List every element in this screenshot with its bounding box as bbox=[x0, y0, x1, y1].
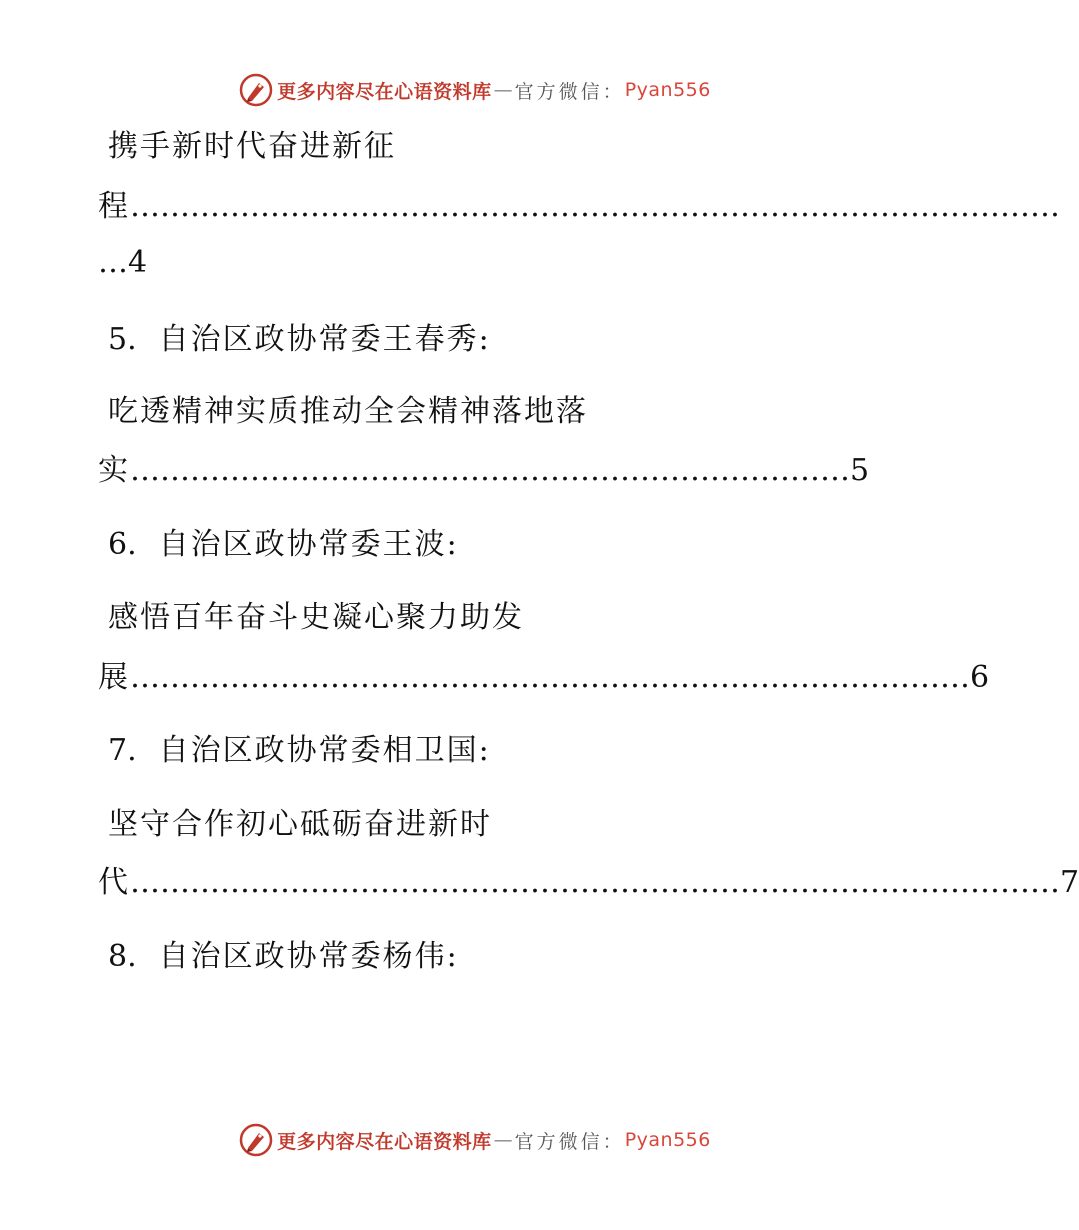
toc-heading-6-text: 自治区政协常委王波: bbox=[158, 527, 459, 562]
watermark-wechat: Pyan556 bbox=[624, 1129, 711, 1151]
toc-heading-8-text: 自治区政协常委杨伟: bbox=[158, 939, 459, 974]
toc-entry-4-page: 4 bbox=[128, 245, 148, 280]
toc-heading-6-num: 6. bbox=[108, 527, 137, 562]
header-watermark bbox=[0, 70, 950, 110]
watermark-prefix: 更多内容尽在心语资料库 bbox=[277, 80, 492, 103]
toc-heading-6 bbox=[108, 525, 459, 565]
toc-heading-8-num: 8. bbox=[108, 939, 137, 974]
toc-entry-7-page: 7 bbox=[1060, 865, 1079, 900]
toc-heading-7 bbox=[108, 731, 491, 771]
watermark-middle: 官方微信： bbox=[514, 1130, 625, 1153]
toc-heading-5 bbox=[108, 320, 491, 360]
toc-entry-6-title: 感悟百年奋斗史凝心聚力助发 bbox=[108, 600, 524, 635]
toc-entry-7-dots: ………………………………………………………………………………… bbox=[130, 865, 1060, 900]
toc-heading-5-num: 5. bbox=[108, 322, 137, 357]
watermark-middle: 官方微信： bbox=[514, 80, 625, 103]
watermark-separator: — bbox=[493, 1129, 513, 1151]
toc-heading-7-text: 自治区政协常委相卫国: bbox=[158, 733, 491, 768]
watermark-separator: — bbox=[493, 79, 513, 101]
toc-entry-5-tail-char: 实 bbox=[98, 453, 130, 488]
pen-logo-icon bbox=[239, 1123, 273, 1157]
toc-entry-4-tail-char: 程 bbox=[98, 189, 130, 224]
toc-entry-4-title: 携手新时代奋进新征 bbox=[108, 129, 396, 164]
toc-entry-7-title: 坚守合作初心砥砺奋进新时 bbox=[108, 807, 492, 842]
toc-entry-5-title: 吃透精神实质推动全会精神落地落 bbox=[108, 394, 588, 429]
toc-entry-5-page: 5 bbox=[850, 453, 870, 488]
toc-entry-4-leader bbox=[98, 187, 1060, 227]
toc-entry-6-tail-char: 展 bbox=[98, 660, 130, 695]
toc-entry-6-leader bbox=[98, 658, 989, 698]
toc-entry-6-dots: ………………………………………………………………………… bbox=[130, 660, 970, 695]
toc-entry-5-leader bbox=[98, 451, 869, 491]
toc-entry-5-dots: ……………………………………………………………… bbox=[130, 453, 850, 488]
toc-entry-4-cont-dots: … bbox=[98, 245, 128, 280]
watermark-wechat: Pyan556 bbox=[624, 79, 711, 101]
toc-entry-7-leader bbox=[98, 863, 1079, 903]
toc-entry-4-continuation bbox=[98, 243, 147, 283]
toc-entry-7-tail-char: 代 bbox=[98, 865, 130, 900]
toc-heading-8 bbox=[108, 937, 459, 977]
pen-logo-icon bbox=[239, 73, 273, 107]
toc-heading-7-num: 7. bbox=[108, 733, 137, 768]
toc-heading-5-text: 自治区政协常委王春秀: bbox=[158, 322, 491, 357]
watermark-prefix: 更多内容尽在心语资料库 bbox=[277, 1130, 492, 1153]
footer-watermark bbox=[0, 1120, 950, 1160]
toc-entry-4-dots: ………………………………………………………………………………… bbox=[130, 189, 1060, 224]
toc-entry-6-page: 6 bbox=[970, 660, 990, 695]
